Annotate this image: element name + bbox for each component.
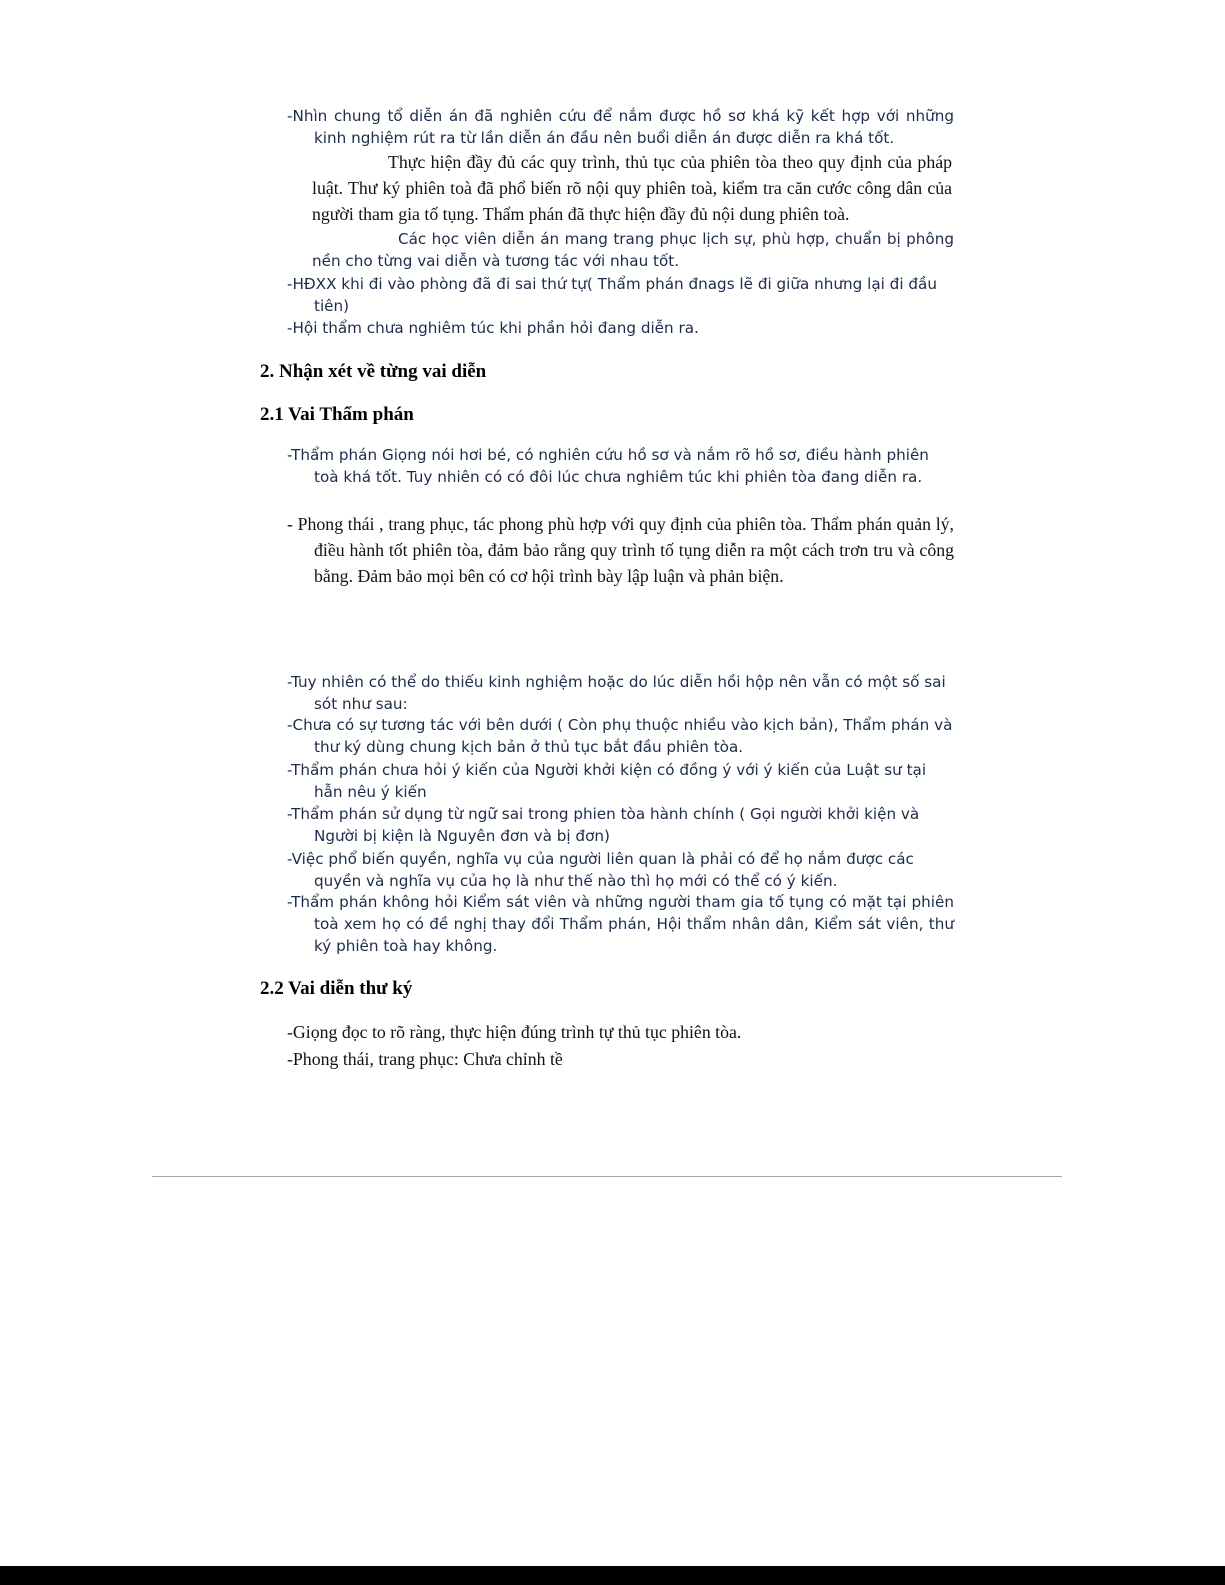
judge-paragraph-2: - Phong thái , trang phục, tác phong phù hợp với quy định của phiên tòa. Thẩm phán quản lý, điều hành tốt phiên tòa, đảm bảo rằng quy trình tố tụng diễn ra một cách trơn tru và công bằng. Đảm bảo mọi bên có cơ hội trình bày lập luận và phản biện.: [287, 514, 954, 586]
intro-paragraph-1c: Các học viên diễn án mang trang phục lịch sự, phù hợp, chuẩn bị phông nền cho từng vai diễn và tương tác với nhau tốt.: [312, 230, 954, 270]
section-2-2-heading: 2.2 Vai diễn thư ký: [260, 978, 413, 999]
bottom-bar: [0, 1566, 1225, 1585]
intro-paragraph-2: -HĐXX khi đi vào phòng đã đi sai thứ tự( Thẩm phán đnags lẽ đi giữa nhưng lại đi đầu tiên): [287, 275, 937, 315]
clerk-paragraph-2: -Phong thái, trang phục: Chưa chỉnh tề: [287, 1049, 563, 1069]
judge-paragraph-4: -Chưa có sự tương tác với bên dưới ( Còn phụ thuộc nhiều vào kịch bản), Thẩm phán và thư ký dùng chung kịch bản ở thủ tục bắt đầu phiên tòa.: [287, 716, 953, 756]
section-2-heading: 2. Nhận xét về từng vai diễn: [260, 361, 487, 382]
section-2-1-heading: 2.1 Vai Thẩm phán: [260, 404, 414, 425]
clerk-paragraph-1: -Giọng đọc to rõ ràng, thực hiện đúng trình tự thủ tục phiên tòa.: [287, 1022, 742, 1042]
page-divider: [152, 1176, 1062, 1177]
judge-paragraph-3: -Tuy nhiên có thể do thiếu kinh nghiệm hoặc do lúc diễn hồi hộp nên vẫn có một số sai sót như sau:: [287, 673, 946, 713]
judge-paragraph-6: -Thẩm phán sử dụng từ ngữ sai trong phien tòa hành chính ( Gọi người khởi kiện và Người bị kiện là Nguyên đơn và bị đơn): [287, 805, 920, 845]
intro-paragraph-1b: Thực hiện đầy đủ các quy trình, thủ tục của phiên tòa theo quy định của pháp luật. Thư ký phiên toà đã phổ biến rõ nội quy phiên toà, kiểm tra căn cước công dân của người tham gia tố tụng. Thẩm phán đã thực hiện đầy đủ nội dung phiên toà.: [312, 152, 952, 224]
judge-paragraph-1: -Thẩm phán Giọng nói hơi bé, có nghiên cứu hồ sơ và nắm rõ hồ sơ, điều hành phiên toà khá tốt. Tuy nhiên có có đôi lúc chưa nghiêm túc khi phiên tòa đang diễn ra.: [287, 446, 929, 486]
judge-paragraph-8: -Thẩm phán không hỏi Kiểm sát viên và những người tham gia tố tụng có mặt tại phiên toà xem họ có đề nghị thay đổi Thẩm phán, Hội thẩm nhân dân, Kiểm sát viên, thư ký phiên toà hay không.: [287, 893, 954, 955]
intro-paragraph-1a: -Nhìn chung tổ diễn án đã nghiên cứu để nắm được hồ sơ khá kỹ kết hợp với những kinh nghiệm rút ra từ lần diễn án đầu nên buổi diễn án được diễn ra khá tốt.: [287, 107, 954, 147]
intro-paragraph-3: -Hội thẩm chưa nghiêm túc khi phần hỏi đang diễn ra.: [287, 319, 699, 337]
judge-paragraph-5: -Thẩm phán chưa hỏi ý kiến của Người khởi kiện có đồng ý với ý kiến của Luật sư tại hẫn nêu ý kiến: [287, 761, 927, 801]
judge-paragraph-7: -Việc phổ biến quyền, nghĩa vụ của người liên quan là phải có để họ nắm được các quyền và nghĩa vụ của họ là như thế nào thì họ mới có thể có ý kiến.: [287, 850, 914, 890]
